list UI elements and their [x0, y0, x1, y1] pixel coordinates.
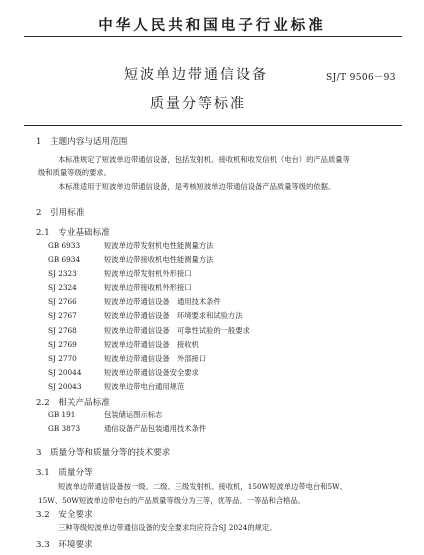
ref-code: SJ 20043: [48, 381, 82, 391]
section-3-heading: 3 质量分等和质量分等的技术要求: [36, 448, 171, 458]
section-1-paragraph-1a: 本标准规定了短波单边带通信设备，包括发射机、接收机和收发信机（电台）的产品质量等: [58, 155, 350, 164]
ref-name: 短波单边带发射机外形接口: [104, 269, 192, 279]
ref-code: SJ 2324: [48, 283, 77, 293]
section-1-paragraph-2: 本标准适用于短波单边带通信设备，是考核短波单边带通信设备产品质量等级的依据。: [58, 182, 336, 191]
section-2-2-heading: 2.2 相关产品标准: [36, 398, 110, 408]
section-3-2-paragraph: 三种等级短波单边带通信设备的安全要求均应符合SJ 2024的规定。: [58, 523, 277, 532]
section-2-heading: 2 引用标准: [36, 208, 85, 218]
ref-name: 短波单边带接收机外形接口: [104, 283, 192, 293]
ref-code: GB 6933: [48, 241, 81, 250]
ref-code: GB 191: [48, 410, 76, 419]
title-rule: [24, 125, 402, 126]
ref-name: 短波单边带电台通用规范: [104, 381, 185, 391]
ref-name: 短波单边带通信设备安全要求: [104, 367, 199, 377]
ref-code: SJ 2769: [48, 339, 77, 349]
section-3-2-heading: 3.2 安全要求: [36, 510, 93, 520]
ref-name: 短波单边带通信设备 接收机: [104, 339, 199, 349]
section-3-3-heading: 3.3 环境要求: [36, 540, 93, 550]
section-3-1-heading: 3.1 质量分等: [36, 468, 93, 478]
standard-header: 中华人民共和国电子行业标准: [98, 17, 326, 34]
ref-name: 短波单边带通信设备 通用技术条件: [104, 297, 221, 307]
section-3-1-paragraph-a: 短波单边带通信设备按一级、二级、三级发射机、接收机，150W短波单边带电台和5W、: [58, 482, 347, 491]
ref-code: SJ 2767: [48, 311, 77, 321]
ref-name: 通信设备产品包装通用技术条件: [104, 424, 207, 434]
ref-name: 包装储运图示标志: [104, 410, 163, 419]
standard-number: SJ/T 9506－93: [326, 73, 396, 83]
ref-name: 短波单边带通信设备 环境要求和试验方法: [104, 311, 243, 321]
ref-code: SJ 20044: [48, 367, 82, 377]
section-1-heading: 1 主题内容与适用范围: [36, 137, 128, 147]
ref-name: 短波单边带通信设备 可靠性试验的一般要求: [104, 325, 250, 335]
ref-name: 短波单边带通信设备 外部接口: [104, 353, 207, 363]
document-title-line1: 短波单边带通信设备: [124, 67, 268, 83]
ref-code: SJ 2768: [48, 325, 77, 335]
document-title-line2: 质量分等标准: [150, 96, 246, 112]
ref-code: GB 3873: [48, 424, 81, 434]
ref-code: SJ 2323: [48, 269, 77, 279]
section-2-1-heading: 2.1 专业基础标准: [36, 228, 110, 238]
ref-code: GB 6934: [48, 255, 81, 265]
ref-name: 短波单边带发射机电性能测量方法: [104, 241, 214, 250]
header-rule: [24, 36, 402, 37]
section-3-1-paragraph-b: 15W、50W短波单边带电台的产品质量等级分为三等，优等品、一等品和合格品。: [38, 496, 306, 505]
ref-code: SJ 2770: [48, 353, 77, 363]
section-1-paragraph-1b: 级和质量等级的要求。: [38, 168, 111, 177]
ref-name: 短波单边带接收机电性能测量方法: [104, 255, 214, 265]
ref-code: SJ 2766: [48, 297, 77, 307]
